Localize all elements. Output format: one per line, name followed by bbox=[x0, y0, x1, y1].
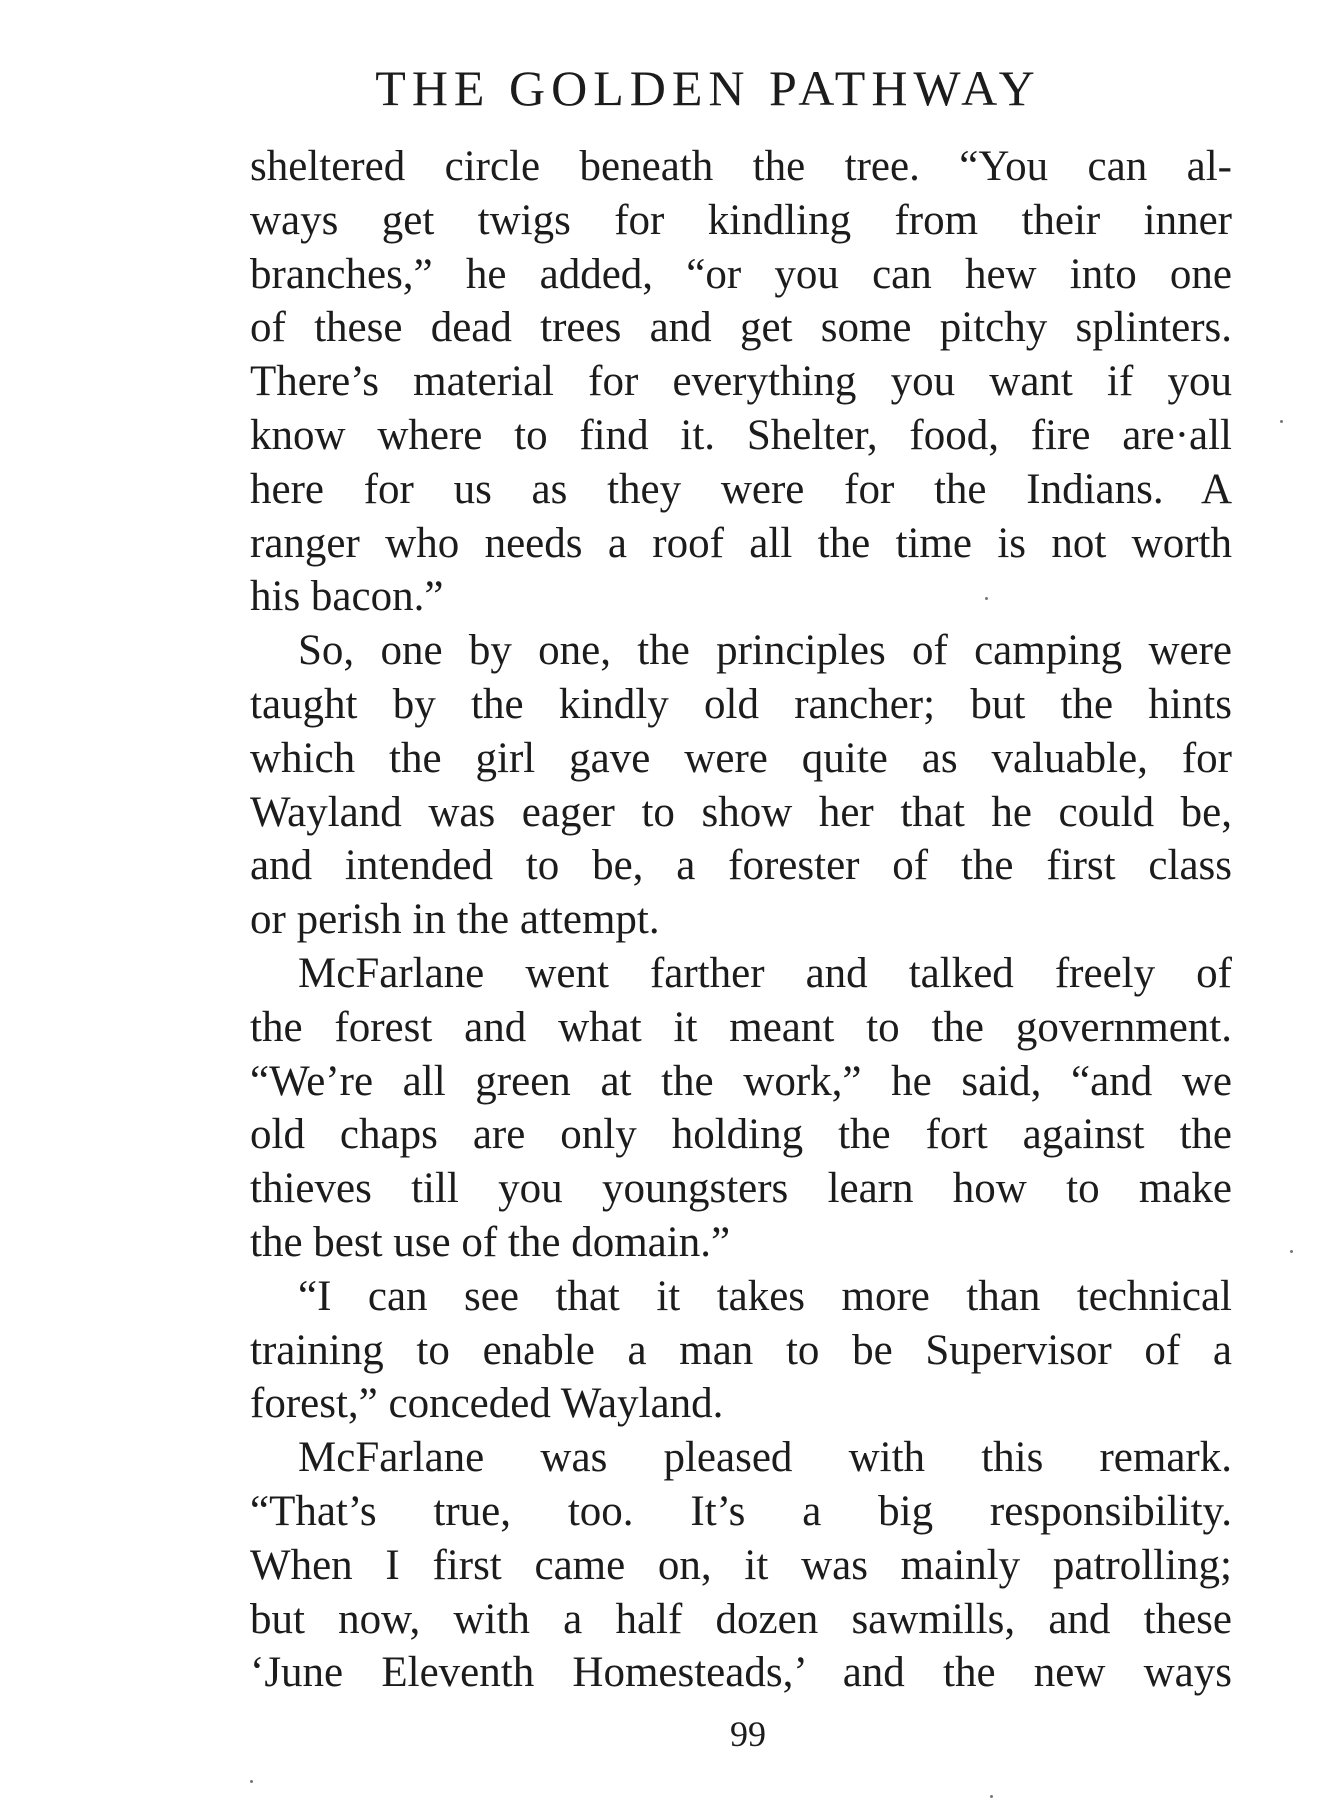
text-line: Wayland was eager to show her that he could be, bbox=[250, 788, 1232, 836]
text-line: ranger who needs a roof all the time is not worth bbox=[250, 519, 1232, 567]
text-line: sheltered circle beneath the tree. “You can al- bbox=[250, 143, 1232, 190]
text-line: old chaps are only holding the fort against the bbox=[250, 1111, 1232, 1159]
text-line: or perish in the attempt. bbox=[250, 896, 660, 944]
print-speck bbox=[990, 1795, 993, 1798]
text-line: know where to find it. Shelter, food, fire are·all bbox=[250, 411, 1232, 459]
text-line: thieves till you youngsters learn how to make bbox=[250, 1165, 1232, 1213]
print-speck bbox=[250, 1780, 253, 1783]
text-line: his bacon.” bbox=[250, 573, 444, 621]
running-head: THE GOLDEN PATHWAY bbox=[375, 60, 1041, 116]
text-line: “I can see that it takes more than technical bbox=[298, 1272, 1232, 1320]
text-line: McFarlane was pleased with this remark. bbox=[298, 1434, 1232, 1482]
text-line: and intended to be, a forester of the first class bbox=[250, 842, 1232, 890]
text-line: “We’re all green at the work,” he said, “and we bbox=[250, 1057, 1232, 1105]
text-line: “That’s true, too. It’s a big responsibility. bbox=[250, 1487, 1232, 1535]
print-speck bbox=[1280, 420, 1283, 423]
text-line: the best use of the domain.” bbox=[250, 1218, 731, 1266]
page-number: 99 bbox=[730, 1714, 766, 1754]
text-line: So, one by one, the principles of camping were bbox=[298, 627, 1232, 675]
text-line: training to enable a man to be Supervisor of a bbox=[250, 1326, 1232, 1374]
text-line: of these dead trees and get some pitchy splinters. bbox=[250, 304, 1232, 352]
print-speck bbox=[985, 597, 988, 600]
text-line: There’s material for everything you want if you bbox=[250, 358, 1232, 406]
body-text bbox=[250, 140, 1232, 1700]
print-speck bbox=[1290, 1250, 1293, 1253]
text-line: When I first came on, it was mainly patrolling; bbox=[250, 1541, 1232, 1589]
text-line: the forest and what it meant to the government. bbox=[250, 1003, 1232, 1051]
text-line: forest,” conceded Wayland. bbox=[250, 1380, 724, 1428]
text-line: McFarlane went farther and talked freely of bbox=[298, 949, 1232, 997]
text-line: branches,” he added, “or you can hew into one bbox=[250, 250, 1232, 298]
text-line: ‘June Eleventh Homesteads,’ and the new ways bbox=[250, 1649, 1232, 1697]
text-line: ways get twigs for kindling from their inner bbox=[250, 196, 1232, 244]
text-line: taught by the kindly old rancher; but the hints bbox=[250, 680, 1232, 728]
text-line: here for us as they were for the Indians. A bbox=[250, 465, 1232, 513]
text-line: but now, with a half dozen sawmills, and these bbox=[250, 1595, 1232, 1643]
text-line: which the girl gave were quite as valuable, for bbox=[250, 734, 1232, 782]
